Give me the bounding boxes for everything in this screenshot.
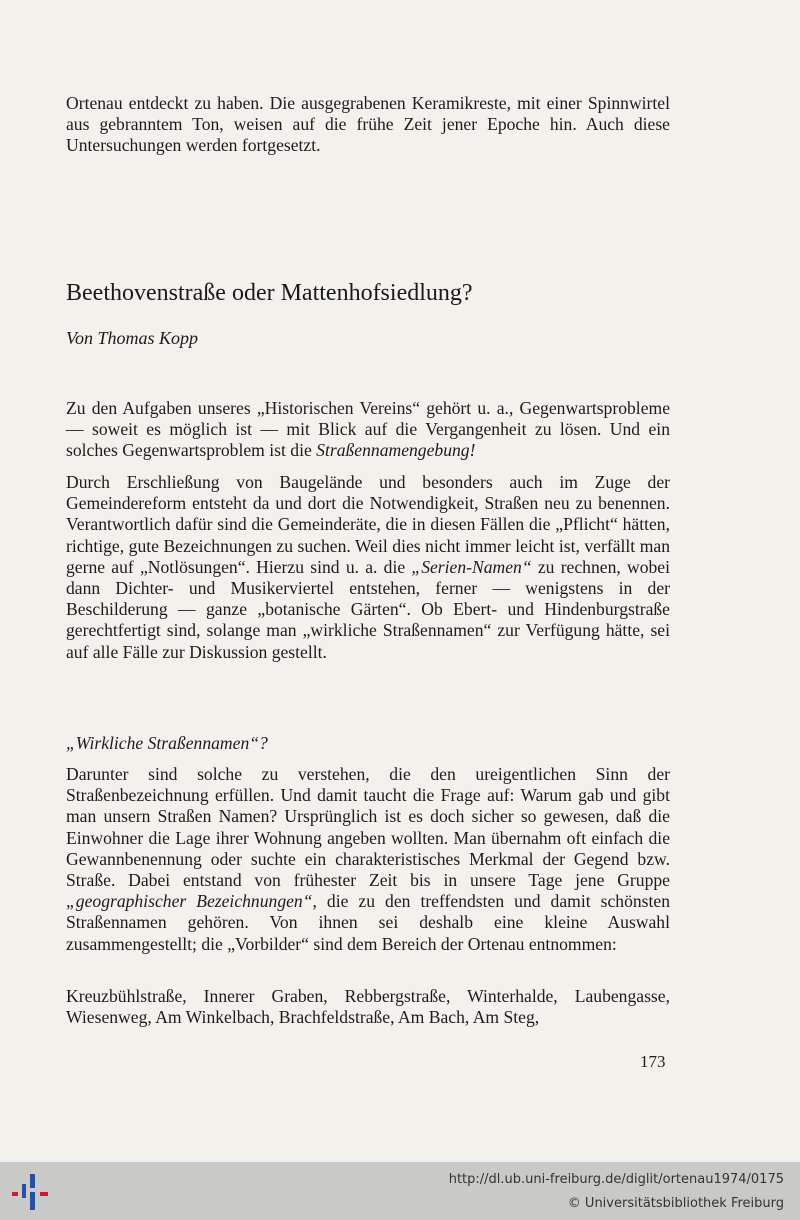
paragraph-3-text-b: , die zu den treffendsten und damit schönsten Straßennamen gehören. Von ihnen sei deshalb eine kleine Auswahl zusammengestellt; die „Vorbilder“ sind dem Bereich der Ortenau entnommen: xyxy=(66,891,671,954)
section-subheading: „Wirkliche Straßennamen“? xyxy=(66,733,268,753)
article-author: Von Thomas Kopp xyxy=(66,328,199,348)
copyright-notice: © Universitätsbibliothek Freiburg xyxy=(567,1196,784,1211)
paragraph-4-text: Kreuzbühlstraße, Innerer Graben, Rebbergstraße, Winterhalde, Laubengasse, Wiesenweg, Am Winkelbach, Brachfeldstraße, Am Bach, Am Steg, xyxy=(66,986,670,1028)
paragraph-3-text-a: Darunter sind solche zu verstehen, die den ureigentlichen Sinn der Straßenbezeichnung erfüllen. Und damit taucht die Frage auf: Warum gab und gibt man unsern Straßen Namen? Ursprünglich ist es doch sicher so gewesen, daß die Einwohner die Lage ihrer Wohnung angeben wollten. Man übernahm oft einfach die Gewannbenennung oder suchte ein charakteristisches Merkmal der Gegend bzw. Straße. Dabei entstand von frühester Zeit bis in unsere Tage jene Gruppe xyxy=(66,764,670,891)
article-title: Beethovenstraße oder Mattenhofsiedlung? xyxy=(66,280,473,306)
page-number: 173 xyxy=(640,1052,666,1071)
paragraph-2 xyxy=(66,472,670,663)
paragraph-2-text-b: zu rechnen, wobei dann Dichter- und Musikerviertel entstehen, ferner — wenigstens in der Beschilderung — ganze „botanische Gärten“. Ob Ebert- und Hindenburgstraße gerechtfertigt sind, solange man „wirkliche Straßennamen“ zur Verfügung hätte, sei auf alle Fälle zur Diskussion gestellt. xyxy=(66,556,670,662)
paragraph-1 xyxy=(66,398,670,462)
intro-paragraph-text: Ortenau entdeckt zu haben. Die ausgegrabenen Keramikreste, mit einer Spinnwirtel aus gebranntem Ton, weisen auf die frühe Zeit jener Epoche hin. Auch diese Untersuchungen werden fortgesetzt. xyxy=(66,93,670,156)
paragraph-3-emphasis: „geographischer Bezeichnungen“ xyxy=(66,891,313,912)
source-url-link[interactable]: http://dl.ub.uni-freiburg.de/diglit/ortenau1974/0175 xyxy=(448,1172,784,1187)
ub-freiburg-logo-icon xyxy=(10,1170,54,1214)
paragraph-3 xyxy=(66,764,670,955)
paragraph-2-emphasis: „Serien-Namen“ xyxy=(411,556,532,577)
viewer-footer xyxy=(0,1162,800,1220)
paragraph-1-text: Zu den Aufgaben unseres „Historischen Vereins“ gehört u. a., Gegenwartsprobleme — soweit es möglich ist — mit Blick auf die Vergangenheit zu lösen. Und ein solches Gegenwartsproblem ist die xyxy=(66,398,670,461)
paragraph-2-text-a: Durch Erschließung von Baugelände und besonders auch im Zuge der Gemeindereform entsteht da und dort die Notwendigkeit, Straßen neu zu benennen. Verantwortlich dafür sind die Gemeinderäte, die in diesen Fällen die „Pflicht“ hätten, richtige, gute Bezeichnungen zu suchen. Weil dies nicht immer leicht ist, verfällt man gerne auf „Notlösungen“. Hierzu sind u. a. die xyxy=(66,472,670,577)
paragraph-4 xyxy=(66,986,670,1028)
intro-paragraph xyxy=(66,93,670,157)
paragraph-1-emphasis: Straßennamengebung! xyxy=(316,440,476,461)
